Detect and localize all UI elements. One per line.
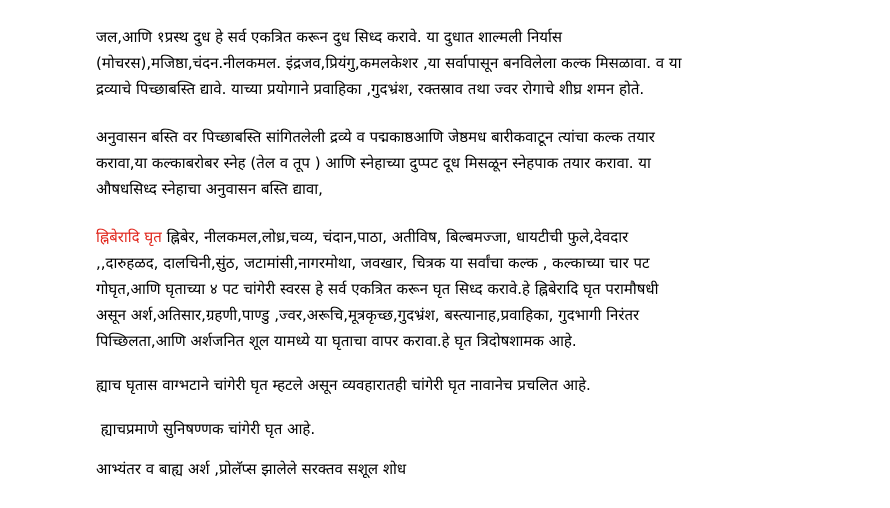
text-line: ,,दारुहळद, दालचिनी,सुंठ, जटामांसी,नागरमोथा, जवखार, चित्रक या सर्वांचा कल्क , कल्काच्या चार पट [96,254,650,272]
paragraph-arsha-shotha [96,456,824,482]
text-line: असून अर्श,अतिसार,ग्रहणी,पाण्डु ,ज्वर,अरूचि,मूत्रकृच्छ,गुदभ्रंश, बस्त्यानाह,प्रवाहिका, गुदभागी निरंतर [96,306,640,324]
text-line: औषधसिध्द स्नेहाचा अनुवासन बस्ति द्यावा, [96,180,323,198]
paragraph-milk-preparation [96,24,824,102]
text-line: ह्याच घृतास वाग्भटाने चांगेरी घृत म्हटले असून व्यवहारातही चांगेरी घृत नावानेच प्रचलित आहे. [96,376,591,394]
text-line: आभ्यंतर व बाह्य अर्श ,प्रोलॅप्स झालेले सरक्तव सशूल शोध [96,460,407,478]
text-line: गोघृत,आणि घृताच्या ४ पट चांगेरी स्वरस हे सर्व एकत्रित करून घृत सिध्द करावे.हे ह्निबेरादि घृत परामौषधी [96,280,659,298]
text-line: (मोचरस),मजिष्ठा,चंदन.नीलकमल. इंद्रजव,प्रियंगु,कमलकेशर ,या सर्वापासून बनविलेला कल्क मिसळावा. व या [96,54,682,72]
text-line: अनुवासन बस्ति वर पिच्छाबस्ति सांगितलेली द्रव्ये व पद्मकाष्ठआणि जेष्ठमध बारीकवाटून त्यांचा कल्क तयार [96,128,655,146]
text-fragment: ह्निबेर, नीलकमल,लोध्र,चव्य, चंदान,पाठा, अतीविष, बिल्बमज्जा, धायटीची फुले,देवदार [161,228,629,246]
document-body [96,24,824,506]
paragraph-anuvasan-basti [96,124,824,202]
paragraph-vagbhata-note [96,372,824,398]
text-line: पिच्छिलता,आणि अर्शजनित शूल यामध्ये या घृताचा वापर करावा.हे घृत त्रिदोषशामक आहे. [96,332,577,350]
text-line [96,224,824,250]
text-line: जल,आणि १प्रस्थ दुध हे सर्व एकत्रित करून दुध सिध्द करावे. या दुधात शाल्मली निर्यास [96,28,563,46]
section-heading: ह्निबेरादि घृत [96,228,162,246]
text-line: द्रव्याचे पिच्छाबस्ति द्यावे. याच्या प्रयोगाने प्रवाहिका ,गुदभ्रंश, रक्तस्राव तथा ज्वर रोगाचे शीघ्र शमन होते. [96,80,645,98]
paragraph-sunishannaka [96,416,824,442]
text-line: ह्याचप्रमाणे सुनिषण्णक चांगेरी घृत आहे. [96,420,316,438]
text-line: करावा,या कल्काबरोबर स्नेह (तेल व तूप ) आणि स्नेहाच्या दुप्पट दूध मिसळून स्नेहपाक तयार करावा. या [96,154,651,172]
paragraph-hribera-ghrita [96,224,824,354]
